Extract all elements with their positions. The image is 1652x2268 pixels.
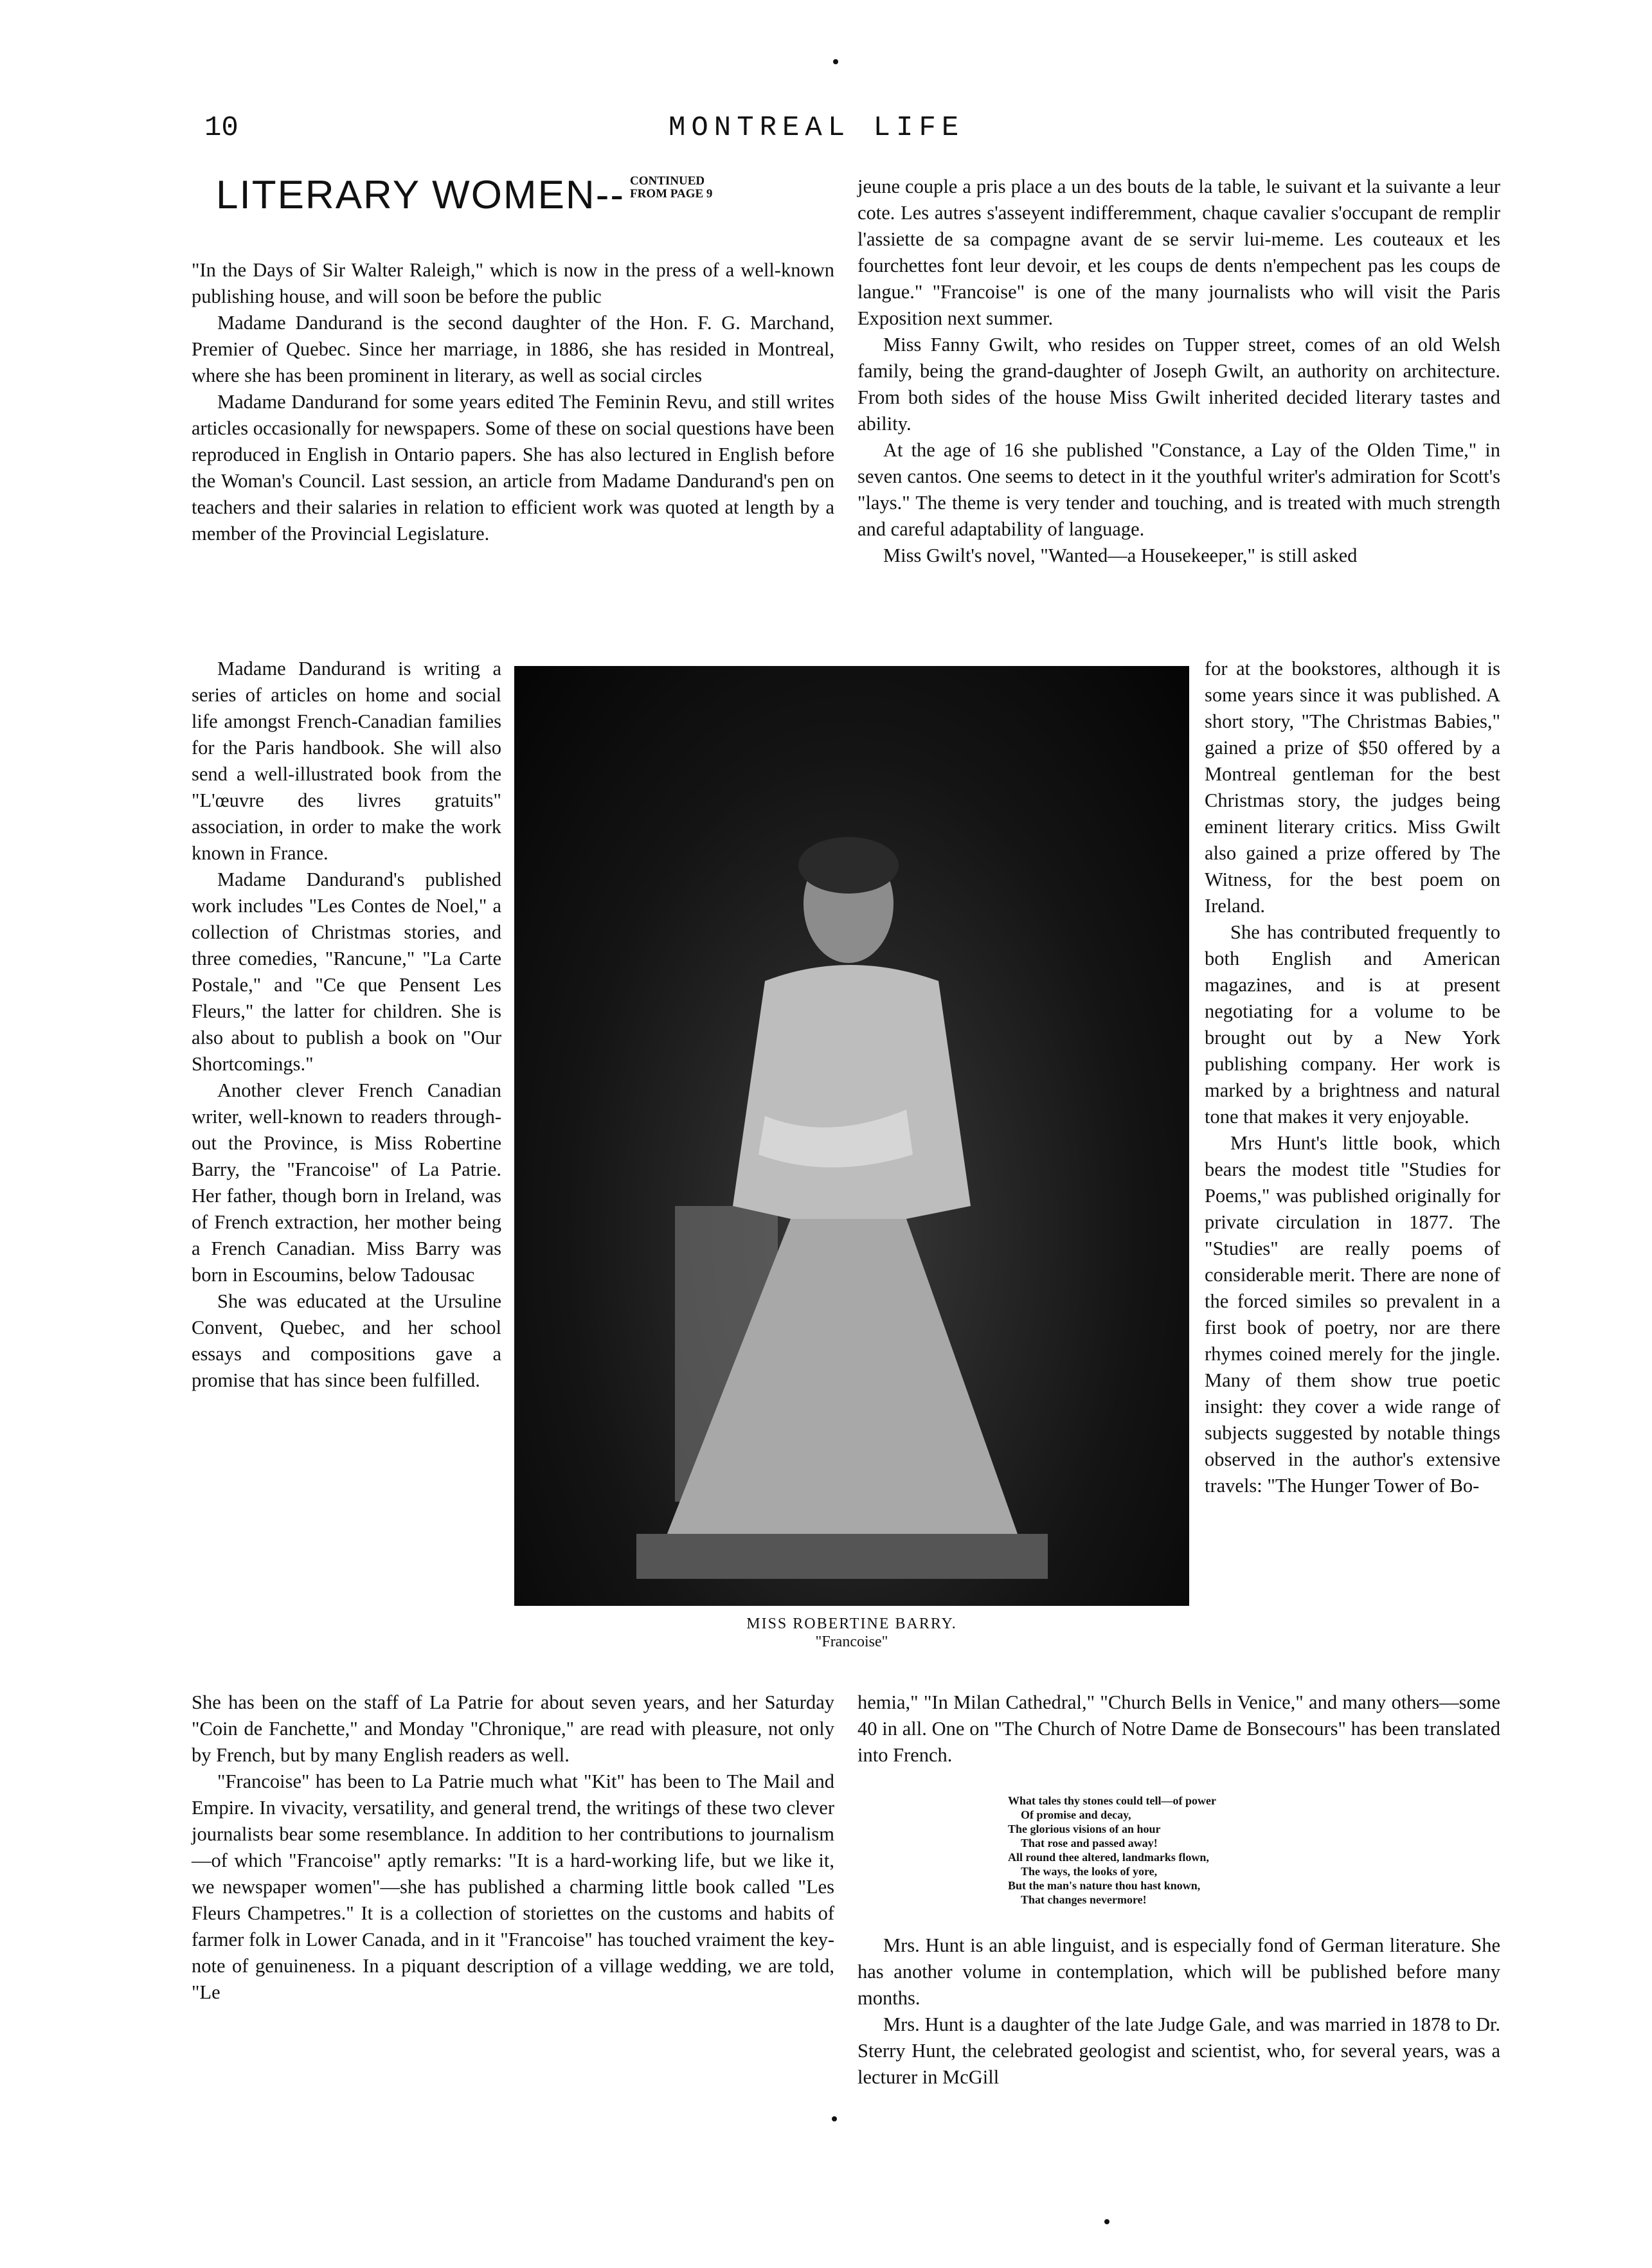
paragraph: "In the Days of Sir Walter Raleigh," which is now in the press of a well-known publishing house, and will soon be before the public (192, 259, 834, 307)
paragraph: Madame Dandurand's published work includes "Les Contes de Noel," a collection of Christmas stories, and three comedies, "Rancune," "La Carte Postale," and "Ce que Pensent Les Fleurs," the latter for children. She is also about to publish a book on "Our Shortcomings." (192, 869, 501, 1075)
paragraph: Mrs Hunt's little book, which bears the modest title "Studies for Poems," was published originally for private circulation in 1877. The "Studies" are really poems of considerable merit. There are none of the forced similes so prevalent in a first book of poetry, nor are there rhymes coined merely for the jingle. Many of them show true poetic insight: they cover a wide range of subjects suggested by notable things observed in the author's extensive travels: "The Hunger Tower of Bo- (1205, 1132, 1500, 1497)
paragraph: At the age of 16 she published "Constance, a Lay of the Olden Time," in seven cantos. One seems to detect in it the youthful writer's admiration for Scott's "lays." The theme is very tender and touching, and is treated with much strength and careful adaptability of language. (857, 439, 1500, 540)
paragraph: Another clever French Canadian writer, well-known to readers through-out the Province, is Miss Robertine Barry, the "Francoise" of La Patrie. Her father, though born in Ireland, was of French extraction, her mother being a French Canadian. Miss Barry was born in Escoumins, below Tadousac (192, 1079, 501, 1286)
poem-line: The ways, the looks of yore, (1021, 1865, 1158, 1878)
caption-pseudonym: "Francoise" (815, 1634, 888, 1650)
paragraph: Mrs. Hunt is an able linguist, and is especially fond of German literature. She has another volume in contemplation, which will be published before many months. (857, 1934, 1500, 2009)
poem-line: All round thee altered, landmarks flown, (1008, 1851, 1209, 1864)
paragraph: Madame Dandurand is writing a series of articles on home and social life amongst French-Canadian families for the Paris handbook. She will also send a well-illustrated book from the "L'œuvre des livres gratuits" association, in order to make the work known in France. (192, 658, 501, 864)
print-speck-middle (832, 2116, 837, 2121)
poem-line: What tales thy stones could tell—of power (1008, 1794, 1216, 1807)
right-column-final (857, 1932, 1500, 2091)
right-column-narrow (1205, 656, 1500, 1499)
paragraph: Madame Dandurand for some years edited The Feminin Revu, and still writes articles occasionally for newspapers. Some of these on social questions have been reproduced in English in Ontario papers. She has also lectured in English before the Woman's Council. Last session, an article from Madame Dandurand's pen on teachers and their salaries in relation to efficient work was quoted at length by a member of the Provincial Legislature. (192, 391, 834, 544)
paragraph: "Francoise" has been to La Patrie much what "Kit" has been to The Mail and Empire. In vivacity, versatility, and general trend, the writings of these two clever journalists bear some resemblance. In addition to her contributions to journalism—of which "Francoise" aptly remarks: "It is a hard-working life, but we like it, we newspaper women"—she has published a charming little book called "Les Fleurs Champetres." It is a collection of storiettes on the customs and habits of farmer folk in Lower Canada, and in it "Francoise" has touched vraiment the key-note of genuineness. In a piquant description of a village wedding, we are told, "Le (192, 1770, 834, 2003)
left-column-top (192, 257, 834, 547)
running-title: MONTREAL LIFE (669, 112, 965, 144)
headline-text: LITERARY WOMEN-- (216, 173, 625, 217)
paragraph: Miss Fanny Gwilt, who resides on Tupper street, comes of an old Welsh family, being the grand-daughter of Joseph Gwilt, an authority on architecture. From both sides of the house Miss Gwilt inherited decided literary tastes and ability. (857, 334, 1500, 435)
paragraph: She has been on the staff of La Patrie for about seven years, and her Saturday "Coin de Fanchette," and Monday "Chronique," are read with pleasure, not only by French, but by many English readers as well. (192, 1691, 834, 1766)
right-column-bottom (857, 1689, 1500, 1769)
paragraph: Madame Dandurand is the second daughter of the Hon. F. G. Marchand, Premier of Quebec. Since her marriage, in 1886, she has resided in Montreal, where she has been prominent in literary, as well as social circles (192, 312, 834, 386)
print-speck-top (833, 59, 838, 64)
poem-line: The glorious visions of an hour (1008, 1823, 1161, 1835)
poem-line: Of promise and decay, (1021, 1808, 1131, 1821)
portrait-photograph (514, 666, 1189, 1606)
poem-line: But the man's nature thou hast known, (1008, 1879, 1201, 1892)
page-number: 10 (204, 112, 238, 144)
left-column-bottom (192, 1689, 834, 2006)
photo-caption (514, 1615, 1189, 1651)
seated-woman-figure (636, 807, 1048, 1579)
continued-note: CONTINUED FROM PAGE 9 (630, 174, 713, 201)
poem-stanza (1008, 1794, 1394, 1907)
caption-name: MISS ROBERTINE BARRY. (746, 1616, 957, 1632)
paragraph: Miss Gwilt's novel, "Wanted—a Housekeeper," is still asked (883, 544, 1358, 566)
poem-line: That changes nevermore! (1021, 1893, 1147, 1906)
left-column-narrow (192, 656, 501, 1394)
paragraph: She was educated at the Ursuline Convent, Quebec, and her school essays and compositions gave a promise that has since been fulfilled. (192, 1290, 501, 1391)
poem-line: That rose and passed away! (1021, 1837, 1158, 1850)
right-column-top (857, 174, 1500, 569)
paragraph: hemia," "In Milan Cathedral," "Church Bells in Venice," and many others—some 40 in all. One on "The Church of Notre Dame de Bonsecours" has been translated into French. (857, 1691, 1500, 1766)
print-speck-bottom (1104, 2219, 1109, 2224)
paragraph: Mrs. Hunt is a daughter of the late Judge Gale, and was married in 1878 to Dr. Sterry Hunt, the celebrated geologist and scientist, who, for several years, was a lecturer in McGill (857, 2013, 1500, 2088)
paragraph: She has contributed frequently to both English and American magazines, and is at present negotiating for a volume to be brought out by a New York publishing company. Her work is marked by a brightness and natural tone that makes it very enjoyable. (1205, 921, 1500, 1128)
paragraph: for at the bookstores, although it is some years since it was published. A short story, "The Christmas Babies," gained a prize of $50 offered by a Montreal gentleman for the best Christmas story, the judges being eminent literary critics. Miss Gwilt also gained a prize offered by The Witness, for the best poem on Ireland. (1205, 658, 1500, 917)
paragraph: jeune couple a pris place a un des bouts de la table, le suivant et la suivante a leur cote. Les autres s'asseyent indifferemment, chaque cavalier s'occupant de remplir l'assiette de sa compagne avant de se servir lui-meme. Les couteaux et les fourchettes font leur devoir, et les coups de dents n'empechent pas les coups de langue." "Francoise" is one of the many journalists who will visit the Paris Exposition next summer. (857, 176, 1500, 329)
article-headline (216, 172, 859, 218)
